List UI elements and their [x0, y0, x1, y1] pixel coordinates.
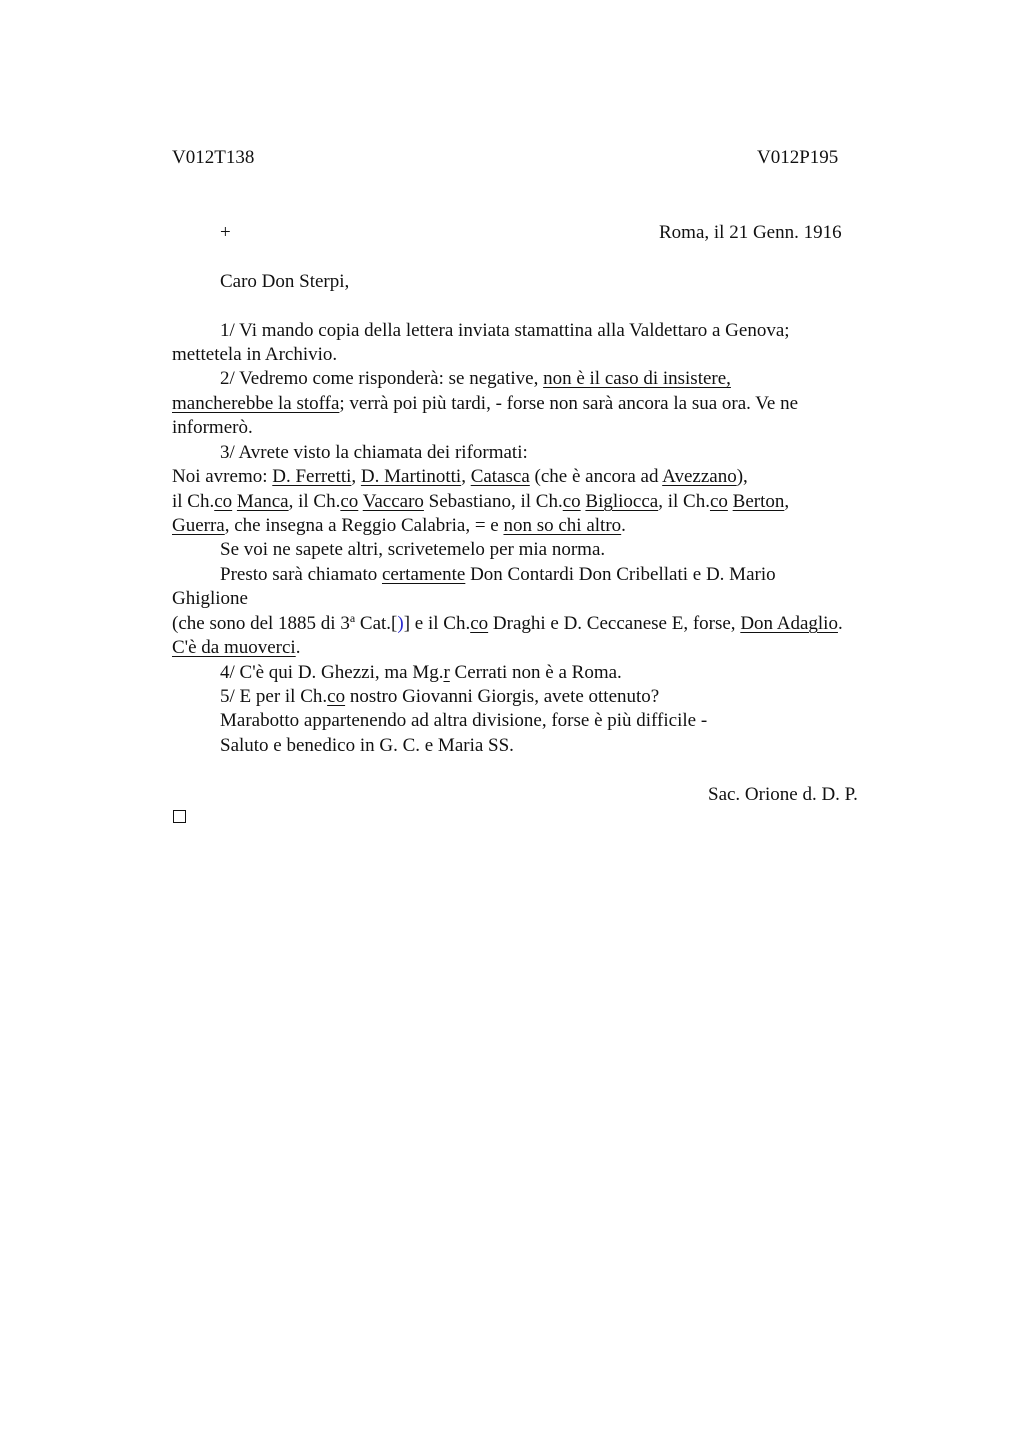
- paragraph-6: 4/ C'è qui D. Ghezzi, ma Mg.r Cerrati non è a Roma.: [220, 662, 622, 683]
- paragraph-8: Marabotto appartenendo ad altra divisione, forse è più difficile -: [220, 710, 708, 731]
- document-code-right: V012P195: [757, 147, 839, 168]
- editorial-bracket: ): [397, 613, 404, 634]
- paragraph-1-line-1: 1/ Vi mando copia della lettera inviata stamattina alla Valdettaro a Genova;: [220, 320, 790, 341]
- paragraph-5-line-3: (che sono del 1885 di 3$^a$ Cat.[)] e il Ch.co Draghi e D. Ceccanese E, forse, Don Adaglio.: [172, 611, 843, 634]
- paragraph-5-line-4: C'è da muoverci.: [172, 637, 301, 658]
- paragraph-2-line-1: 2/ Vedremo come risponderà: se negative, non è il caso di insistere,: [220, 368, 731, 389]
- signature: Sac. Orione d. D. P.: [708, 784, 858, 805]
- paragraph-4: Se voi ne sapete altri, scrivetemelo per mia norma.: [220, 539, 606, 560]
- paragraph-3-line-4: Guerra, che insegna a Reggio Calabria, = e non so chi altro.: [172, 515, 626, 536]
- salutation: Caro Don Sterpi,: [220, 271, 350, 292]
- place-date: Roma, il 21 Genn. 1916: [659, 222, 842, 243]
- paragraph-5-line-2: Ghiglione: [172, 588, 248, 609]
- document-code-left: V012T138: [172, 147, 255, 168]
- paragraph-1-line-2: mettetela in Archivio.: [172, 344, 338, 365]
- paragraph-2-line-3: informerò.: [172, 417, 253, 438]
- paragraph-2-line-2: mancherebbe la stoffa; verrà poi più tardi, - forse non sarà ancora la sua ora. Ve ne: [172, 393, 799, 414]
- paragraph-7: 5/ E per il Ch.co nostro Giovanni Giorgis, avete ottenuto?: [220, 686, 660, 707]
- paragraph-3-line-2: Noi avremo: D. Ferretti, D. Martinotti, Catasca (che è ancora ad Avezzano),: [172, 466, 748, 487]
- checkbox-square-icon: [173, 810, 186, 823]
- paragraph-5-line-1: Presto sarà chiamato certamente Don Contardi Don Cribellati e D. Mario: [220, 564, 776, 585]
- paragraph-9: Saluto e benedico in G. C. e Maria SS.: [220, 735, 514, 756]
- cross-symbol: +: [220, 222, 231, 243]
- paragraph-3-line-3: il Ch.co Manca, il Ch.co Vaccaro Sebastiano, il Ch.co Bigliocca, il Ch.co Berton,: [172, 491, 790, 512]
- paragraph-3-line-1: 3/ Avrete visto la chiamata dei riformati:: [220, 442, 528, 463]
